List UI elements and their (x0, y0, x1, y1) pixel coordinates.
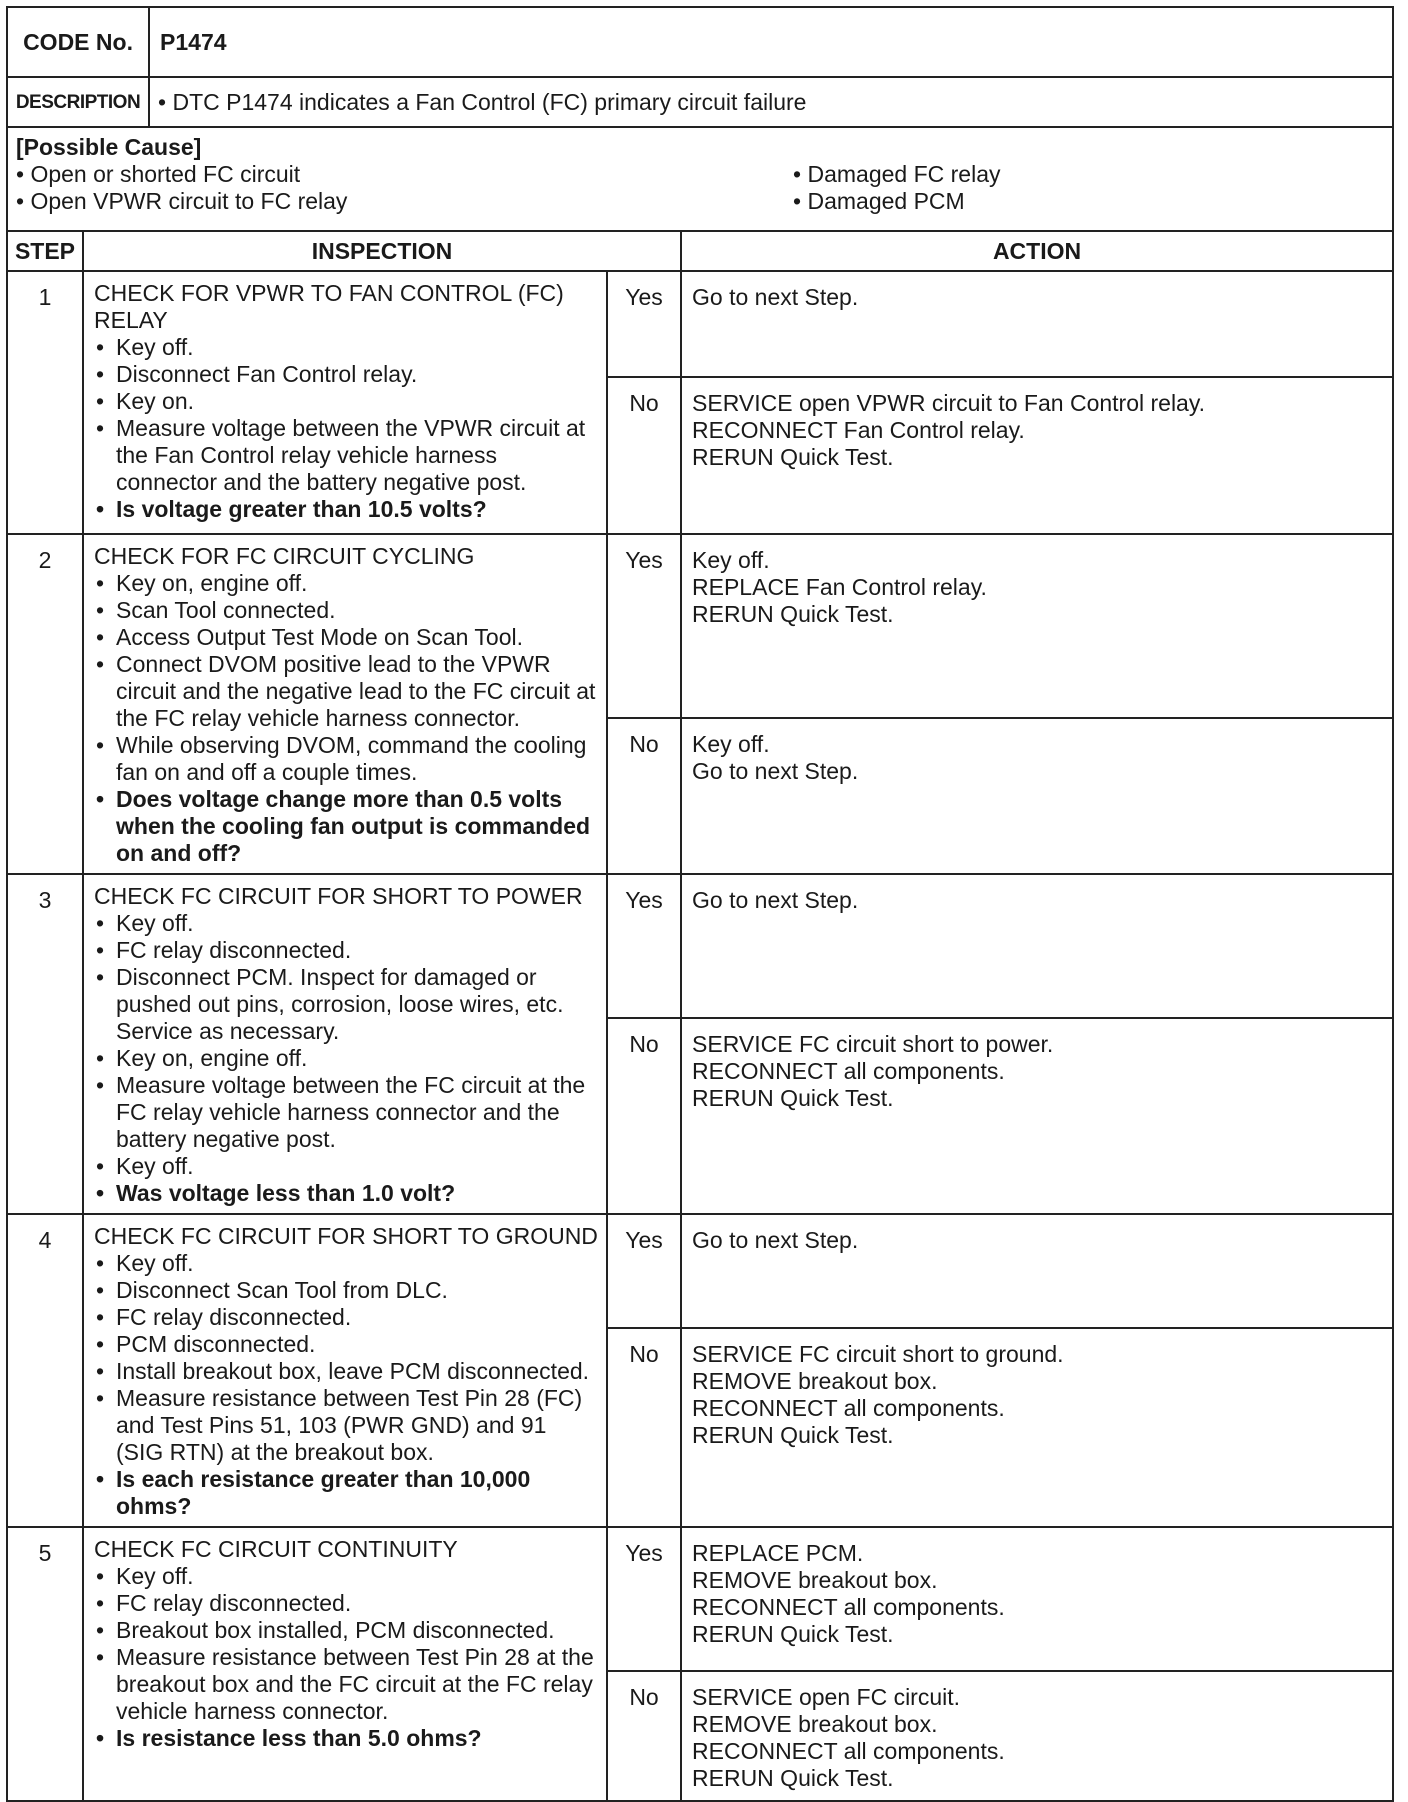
no-label: No (607, 1328, 681, 1527)
step-bullets (94, 910, 598, 1207)
step-column-header: STEP (7, 231, 83, 271)
cause-item: • Damaged FC relay (793, 161, 1384, 188)
yes-action (681, 1527, 1393, 1671)
step-inspection (83, 1527, 607, 1801)
no-action (681, 1018, 1393, 1214)
step-inspection (83, 1214, 607, 1527)
yes-action (681, 534, 1393, 718)
step-bullet: • PCM disconnected. (94, 1331, 598, 1358)
action-line: REPLACE PCM. (692, 1540, 864, 1566)
yes-label: Yes (607, 1527, 681, 1671)
step-number: 1 (7, 271, 83, 534)
step-bullet: • Measure voltage between the VPWR circuit at the Fan Control relay vehicle harness connector and the battery negative post. (94, 415, 598, 496)
yes-action (681, 1214, 1393, 1328)
action-line: Key off. (692, 731, 770, 758)
step-bullet: • Measure voltage between the FC circuit at the FC relay vehicle harness connector and the battery negative post. (94, 1072, 598, 1153)
column-header-row (7, 231, 1393, 271)
no-action (681, 718, 1393, 874)
step-bullets (94, 334, 598, 523)
no-action (681, 1328, 1393, 1527)
action-line: Go to next Step. (692, 758, 859, 785)
action-line: RERUN Quick Test. (692, 1084, 894, 1111)
step-question: • Was voltage less than 1.0 volt? (94, 1180, 598, 1207)
step-bullet: • Disconnect PCM. Inspect for damaged or pushed out pins, corrosion, loose wires, etc. Service as necessary. (94, 964, 598, 1045)
step-bullet: • Key off. (94, 1250, 598, 1277)
code-row (7, 7, 1393, 77)
action-line: RERUN Quick Test. (692, 1621, 894, 1647)
step-bullet: • Connect DVOM positive lead to the VPWR circuit and the negative lead to the FC circuit at the FC relay vehicle harness connector. (94, 651, 598, 732)
possible-cause-left (16, 161, 607, 215)
step-question: • Is voltage greater than 10.5 volts? (94, 496, 598, 523)
step-row (7, 874, 1393, 1018)
action-line: SERVICE FC circuit short to ground. (692, 1341, 1064, 1368)
diagnostic-table (6, 6, 1394, 1802)
step-question: • Does voltage change more than 0.5 volts when the cooling fan output is commanded on and off? (94, 786, 598, 867)
step-inspection (83, 534, 607, 874)
step-question: • Is each resistance greater than 10,000 ohms? (94, 1466, 598, 1520)
step-inspection (83, 271, 607, 534)
step-bullet: • Key on. (94, 388, 598, 415)
possible-cause-row (7, 127, 1393, 231)
yes-action (681, 271, 1393, 377)
action-column-header: ACTION (681, 231, 1393, 271)
step-bullets (94, 1563, 598, 1752)
step-bullet: • Measure resistance between Test Pin 28 at the breakout box and the FC circuit at the FC relay vehicle harness connector. (94, 1644, 598, 1725)
description-value (149, 77, 1393, 127)
no-label: No (607, 1018, 681, 1214)
action-line: RECONNECT all components. (692, 1738, 1005, 1764)
yes-label: Yes (607, 534, 681, 718)
step-bullet: • Key off. (94, 334, 598, 361)
no-label: No (607, 718, 681, 874)
action-line: REPLACE Fan Control relay. (692, 574, 987, 600)
yes-label: Yes (607, 874, 681, 1018)
step-bullet: • Disconnect Fan Control relay. (94, 361, 598, 388)
inspection-column-header: INSPECTION (83, 231, 681, 271)
step-bullet: • Key off. (94, 1563, 598, 1590)
action-line: RECONNECT Fan Control relay. (692, 417, 1025, 443)
step-question: • Is resistance less than 5.0 ohms? (94, 1725, 598, 1752)
step-bullet: • Measure resistance between Test Pin 28 (FC) and Test Pins 51, 103 (PWR GND) and 91 (SIG RTN) at the breakout box. (94, 1385, 598, 1466)
step-bullet: • FC relay disconnected. (94, 1590, 598, 1617)
action-line: RERUN Quick Test. (692, 601, 894, 627)
possible-cause (7, 127, 1393, 231)
action-line: Go to next Step. (692, 284, 859, 310)
cause-item: • Open or shorted FC circuit (16, 161, 607, 188)
step-number: 5 (7, 1527, 83, 1801)
action-line: REMOVE breakout box. (692, 1711, 938, 1737)
action-line: Go to next Step. (692, 887, 859, 913)
step-bullet: • Install breakout box, leave PCM disconnected. (94, 1358, 598, 1385)
yes-label: Yes (607, 271, 681, 377)
diagnostic-page (6, 6, 1392, 1802)
step-bullet: • Scan Tool connected. (94, 597, 598, 624)
no-label: No (607, 377, 681, 534)
step-row (7, 534, 1393, 718)
step-bullets (94, 1250, 598, 1520)
description-label: DESCRIPTION (7, 77, 149, 127)
step-row (7, 1527, 1393, 1671)
action-line: RERUN Quick Test. (692, 444, 894, 470)
action-line: RECONNECT all components. (692, 1057, 1005, 1084)
step-bullet: • Breakout box installed, PCM disconnected. (94, 1617, 598, 1644)
step-title: CHECK FOR VPWR TO FAN CONTROL (FC) RELAY (94, 280, 564, 333)
step-inspection (83, 874, 607, 1214)
step-bullet: • Access Output Test Mode on Scan Tool. (94, 624, 598, 651)
no-action (681, 377, 1393, 534)
step-bullet: • FC relay disconnected. (94, 1304, 598, 1331)
action-line: RERUN Quick Test. (692, 1422, 894, 1449)
cause-item: • Open VPWR circuit to FC relay (16, 188, 607, 215)
no-label: No (607, 1671, 681, 1801)
step-bullet: • FC relay disconnected. (94, 937, 598, 964)
yes-action (681, 874, 1393, 1018)
action-line: REMOVE breakout box. (692, 1567, 938, 1593)
step-bullet: • While observing DVOM, command the cooling fan on and off a couple times. (94, 732, 598, 786)
code-label: CODE No. (7, 7, 149, 77)
step-title: CHECK FC CIRCUIT CONTINUITY (94, 1536, 458, 1562)
step-title: CHECK FOR FC CIRCUIT CYCLING (94, 543, 475, 569)
cause-item: • Damaged PCM (793, 188, 1384, 215)
step-number: 4 (7, 1214, 83, 1527)
action-line: SERVICE open FC circuit. (692, 1684, 961, 1710)
action-line: SERVICE open VPWR circuit to Fan Control relay. (692, 390, 1206, 416)
step-number: 2 (7, 534, 83, 874)
description-row (7, 77, 1393, 127)
step-row (7, 271, 1393, 377)
action-line: RERUN Quick Test. (692, 1765, 894, 1791)
yes-label: Yes (607, 1214, 681, 1328)
step-title: CHECK FC CIRCUIT FOR SHORT TO GROUND (94, 1223, 598, 1249)
description-text: • DTC P1474 indicates a Fan Control (FC) primary circuit failure (158, 89, 806, 115)
action-line: Key off. (692, 547, 770, 573)
possible-cause-title: [Possible Cause] (16, 134, 202, 160)
action-line: Go to next Step. (692, 1227, 859, 1253)
action-line: RECONNECT all components. (692, 1395, 1005, 1422)
action-line: RECONNECT all components. (692, 1594, 1005, 1620)
action-line: REMOVE breakout box. (692, 1368, 938, 1395)
step-number: 3 (7, 874, 83, 1214)
step-bullet: • Key on, engine off. (94, 1045, 598, 1072)
step-bullet: • Key on, engine off. (94, 570, 598, 597)
action-line: SERVICE FC circuit short to power. (692, 1030, 1054, 1057)
step-bullet: • Key off. (94, 1153, 598, 1180)
step-bullet: • Key off. (94, 910, 598, 937)
code-value: P1474 (149, 7, 1393, 77)
step-bullets (94, 570, 598, 867)
step-title: CHECK FC CIRCUIT FOR SHORT TO POWER (94, 883, 583, 909)
possible-cause-right (607, 161, 1384, 215)
step-row (7, 1214, 1393, 1328)
no-action (681, 1671, 1393, 1801)
step-bullet: • Disconnect Scan Tool from DLC. (94, 1277, 598, 1304)
